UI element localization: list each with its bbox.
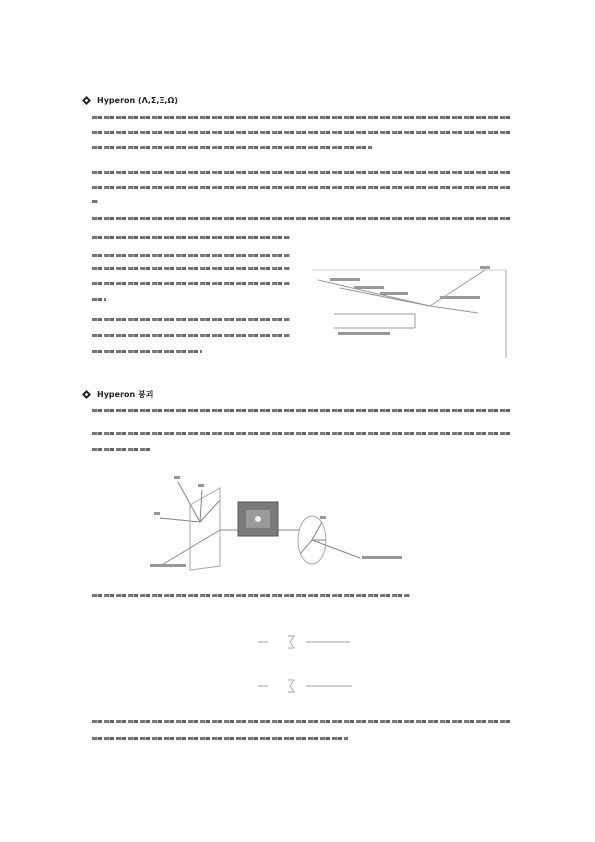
figure-2-top-label [248, 494, 268, 498]
section-2-title: Hyperon 붕괴 [97, 390, 154, 399]
diamond-bullet-icon [82, 390, 91, 399]
figure-2-decay-geometry [150, 470, 420, 582]
figure-1-decay-diagram [310, 258, 518, 362]
section-2-heading [82, 389, 153, 400]
section-1-title: Hyperon (Λ,Σ,Ξ,Ω) [97, 96, 178, 105]
diamond-bullet-icon [82, 96, 91, 105]
figure-1-caption [338, 332, 390, 336]
section-1-heading [82, 96, 178, 105]
equation-block [250, 630, 370, 700]
